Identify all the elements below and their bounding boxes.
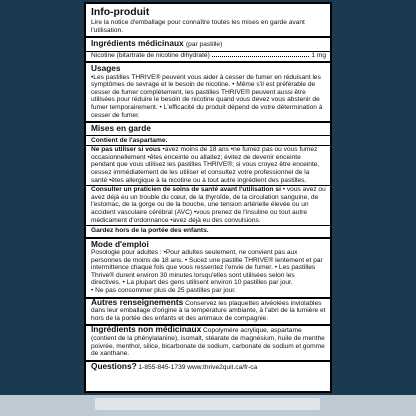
drug-facts-panel <box>84 2 332 393</box>
ingredient-amount: 1 mg <box>311 51 326 59</box>
do-not-use-label: Ne pas utiliser si vous <box>91 146 161 154</box>
consult-label: Consulter un praticien de soins de santé avant l'utilisation si <box>91 186 281 194</box>
usages-heading: Usages <box>91 63 121 74</box>
directions-limit: • Ne pas consommer plus de 25 pastilles par jour. <box>91 287 236 295</box>
ingredients-heading <box>91 39 326 49</box>
other-info-text: Conservez les plaquettes alvéolées inviolables dans leur emballage d'origine à la température ambiante, à l'abri de la lumière et hors de la portée des enfants et des animaux de compagnie. <box>91 299 326 322</box>
other-info-heading: Autres renseignements <box>91 296 184 307</box>
questions-row <box>91 360 326 372</box>
consult-text: • vous avez ou avez déjà eu un trouble du cœur, de la thyroïde, de la circulation sanguine, de l'estomac, de la gorge ou de la bouche, une tension artérielle élevée ou un accident vasculaire cérébral (AVC) •vous prenez de l'insuline ou tout autre médicament d'ordonnance •avez déjà eu des convulsions. <box>91 186 326 224</box>
ingredients-heading-note: (par pastille) <box>185 41 223 49</box>
questions-phone: 1-855-845-1739 <box>138 363 186 371</box>
divider-thin <box>86 225 330 226</box>
divider-thick <box>86 61 330 63</box>
ingredient-name: Nicotine <box>91 51 115 59</box>
ingredient-detail: (bitartrate de nicotine dihydraté) <box>116 51 210 59</box>
questions-heading: Questions? <box>91 360 137 371</box>
packaging-logo-strip <box>95 398 320 410</box>
packaging-band <box>0 395 416 416</box>
ingredients-heading-text: Ingrédients médicinaux <box>91 38 184 49</box>
intro-text: Lire la notice d'emballage pour connaître toutes les mises en garde avant l'utilisation. <box>91 19 305 34</box>
inactive-text: Copolymère acrylique, aspartame (contient de la phénylalanine), isomalt, stéarate de magnésium, huile de menthe poivrée, menthol, silice, bicarbonate de sodium, carbonate de sodium et gomme de xanthane. <box>91 327 325 358</box>
other-info-block <box>91 296 326 323</box>
ingredient-row <box>91 52 326 60</box>
consult-block <box>91 186 326 224</box>
questions-web: www.thrive2quit.ca/fr-ca <box>187 363 258 371</box>
aspartame-note: Contient de l'aspartame. <box>91 136 168 144</box>
warnings-heading: Mises en garde <box>91 123 151 134</box>
directions-heading: Mode d'emploi <box>91 238 149 249</box>
do-not-use-text: •avez moins de 18 ans •ne fumez pas ou vous fumez occasionnellement •êtes enceinte ou allaitez; évitez de devenir enceinte pendant que vous utilisez les pastilles THRIVE®; si vous croyez être enceinte, cessez immédiatement de les utiliser et consultez votre professionnel de la santé •êtes allergique à la nicotine ou à tout autre ingrédient des pastilles. <box>91 146 320 184</box>
inactive-block <box>91 326 326 357</box>
panel-title: Info-produit <box>91 7 150 18</box>
directions-text: Posologie pour adultes : •Pour adultes seulement, ne convient pas aux personnes de moins de 18 ans. • Sucez une pastille THRIVE® lentement et par intermittence chaque fois que vous ressentez l'envie de fumer. • Les pastilles Thrive® durent environ 30 minutes lorsqu'elles sont utilisées selon les directives. • La plupart des gens utilisent environ 10 pastilles par jour. <box>91 249 323 287</box>
do-not-use-block <box>91 146 326 184</box>
divider-thin <box>86 135 330 136</box>
inactive-heading: Ingrédients non médicinaux <box>91 324 202 335</box>
leader-dots <box>212 52 310 58</box>
keep-away-note: Gardez hors de la portée des enfants. <box>91 227 209 235</box>
usages-text: •Les pastilles THRIVE® peuvent vous aider à cesser de fumer en réduisant les symptômes de sevrage et le besoin de nicotine. • Même s'il est préférable de cesser de fumer complètement, les pastilles THRIVE® peuvent aussi être utilisées pour réduire le besoin de nicotine quand vous devez vous abstenir de fumer temporairement. • L'efficacité du produit dépend de votre détermination à cesser de fumer. <box>91 73 323 119</box>
